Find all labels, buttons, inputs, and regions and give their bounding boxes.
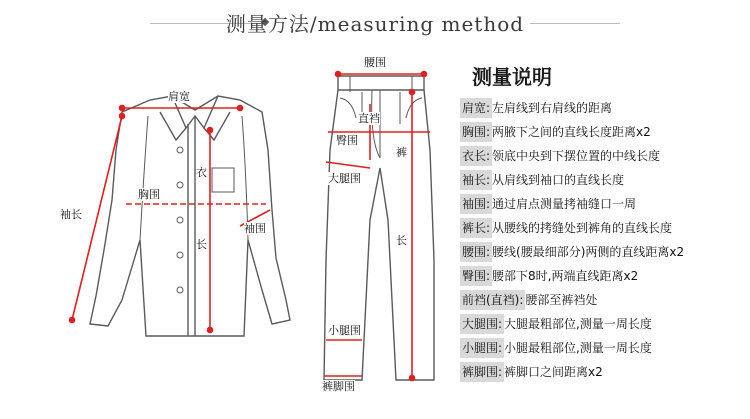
instruction-row [460,290,597,310]
instruction-row [460,146,660,166]
instruction-text: 腰线(腰最细部分)两侧的直线距离x2 [492,245,685,259]
label-length-chang: 长 [196,238,207,251]
instruction-key: 小腿围: [460,338,504,358]
instructions-heading: 测量说明 [472,65,552,89]
instruction-text: 大腿最粗部位,测量一周长度 [504,317,652,331]
instruction-row [460,338,652,358]
instruction-text: 从腰线的拷缝处到裤角的直线长度 [492,221,673,235]
shirt-button [177,182,183,188]
page-title: 测量方法/measuring method [225,12,525,36]
label-length-yi: 衣 [196,166,207,179]
instruction-row [460,266,638,286]
label-hip: 臀围 [336,134,358,147]
instruction-text: 两腋下之间的直线长度距离x2 [492,125,651,139]
instruction-text: 裤脚口之间距离x2 [504,365,603,379]
label-waist: 腰围 [364,56,386,69]
label-pants-length-ku: 裤 [396,146,407,159]
instruction-row [460,314,652,334]
instruction-text: 腰部下8时,两端直线距离x2 [492,269,639,283]
shirt-button [177,252,183,258]
instruction-key: 臀围: [460,266,492,286]
shirt-buttons [177,147,183,293]
instruction-row [460,122,651,142]
thigh-line [326,162,370,168]
instruction-key: 腰围: [460,242,492,262]
instructions-panel [460,62,750,379]
instruction-key: 裤长: [460,218,492,238]
instruction-text: 领底中央到下摆位置的中线长度 [492,149,661,163]
label-sleeve-length: 袖长 [60,208,82,221]
label-sleeve-cuff: 袖围 [244,222,266,235]
label-shoulder-width: 肩宽 [168,90,190,103]
instruction-key: 胸围: [460,122,492,142]
instruction-key: 前裆(直裆): [460,290,525,310]
shirt-measure-lines [70,106,271,333]
instruction-row [460,194,636,214]
label-leg-opening: 裤脚围 [322,380,355,393]
shirt-button [177,287,183,293]
label-calf: 小腿围 [328,324,361,337]
label-front-rise: 直裆 [358,112,380,125]
instruction-row [460,98,612,118]
label-thigh: 大腿围 [328,172,361,185]
instruction-key: 衣长: [460,146,492,166]
instruction-key: 袖长: [460,170,492,190]
instruction-row [460,362,603,382]
instruction-text: 腰部至裤裆处 [525,293,598,307]
shirt-button [177,217,183,223]
label-chest: 胸围 [138,188,160,201]
instruction-text: 左肩线到右肩线的距离 [492,101,613,115]
instruction-row [460,170,624,190]
instruction-key: 大腿围: [460,314,504,334]
instruction-text: 小腿最粗部位,测量一周长度 [504,341,652,355]
instruction-key: 肩宽: [460,98,492,118]
instruction-key: 裤脚围: [460,362,504,382]
instruction-row [460,218,672,238]
instruction-key: 袖围: [460,194,492,214]
label-pants-length-chang: 长 [396,234,407,247]
instruction-row [460,242,684,262]
instruction-text: 通过肩点测量拷袖缝口一周 [492,197,637,211]
instruction-text: 从肩线到袖口的直线长度 [492,173,625,187]
shirt-button [177,147,183,153]
